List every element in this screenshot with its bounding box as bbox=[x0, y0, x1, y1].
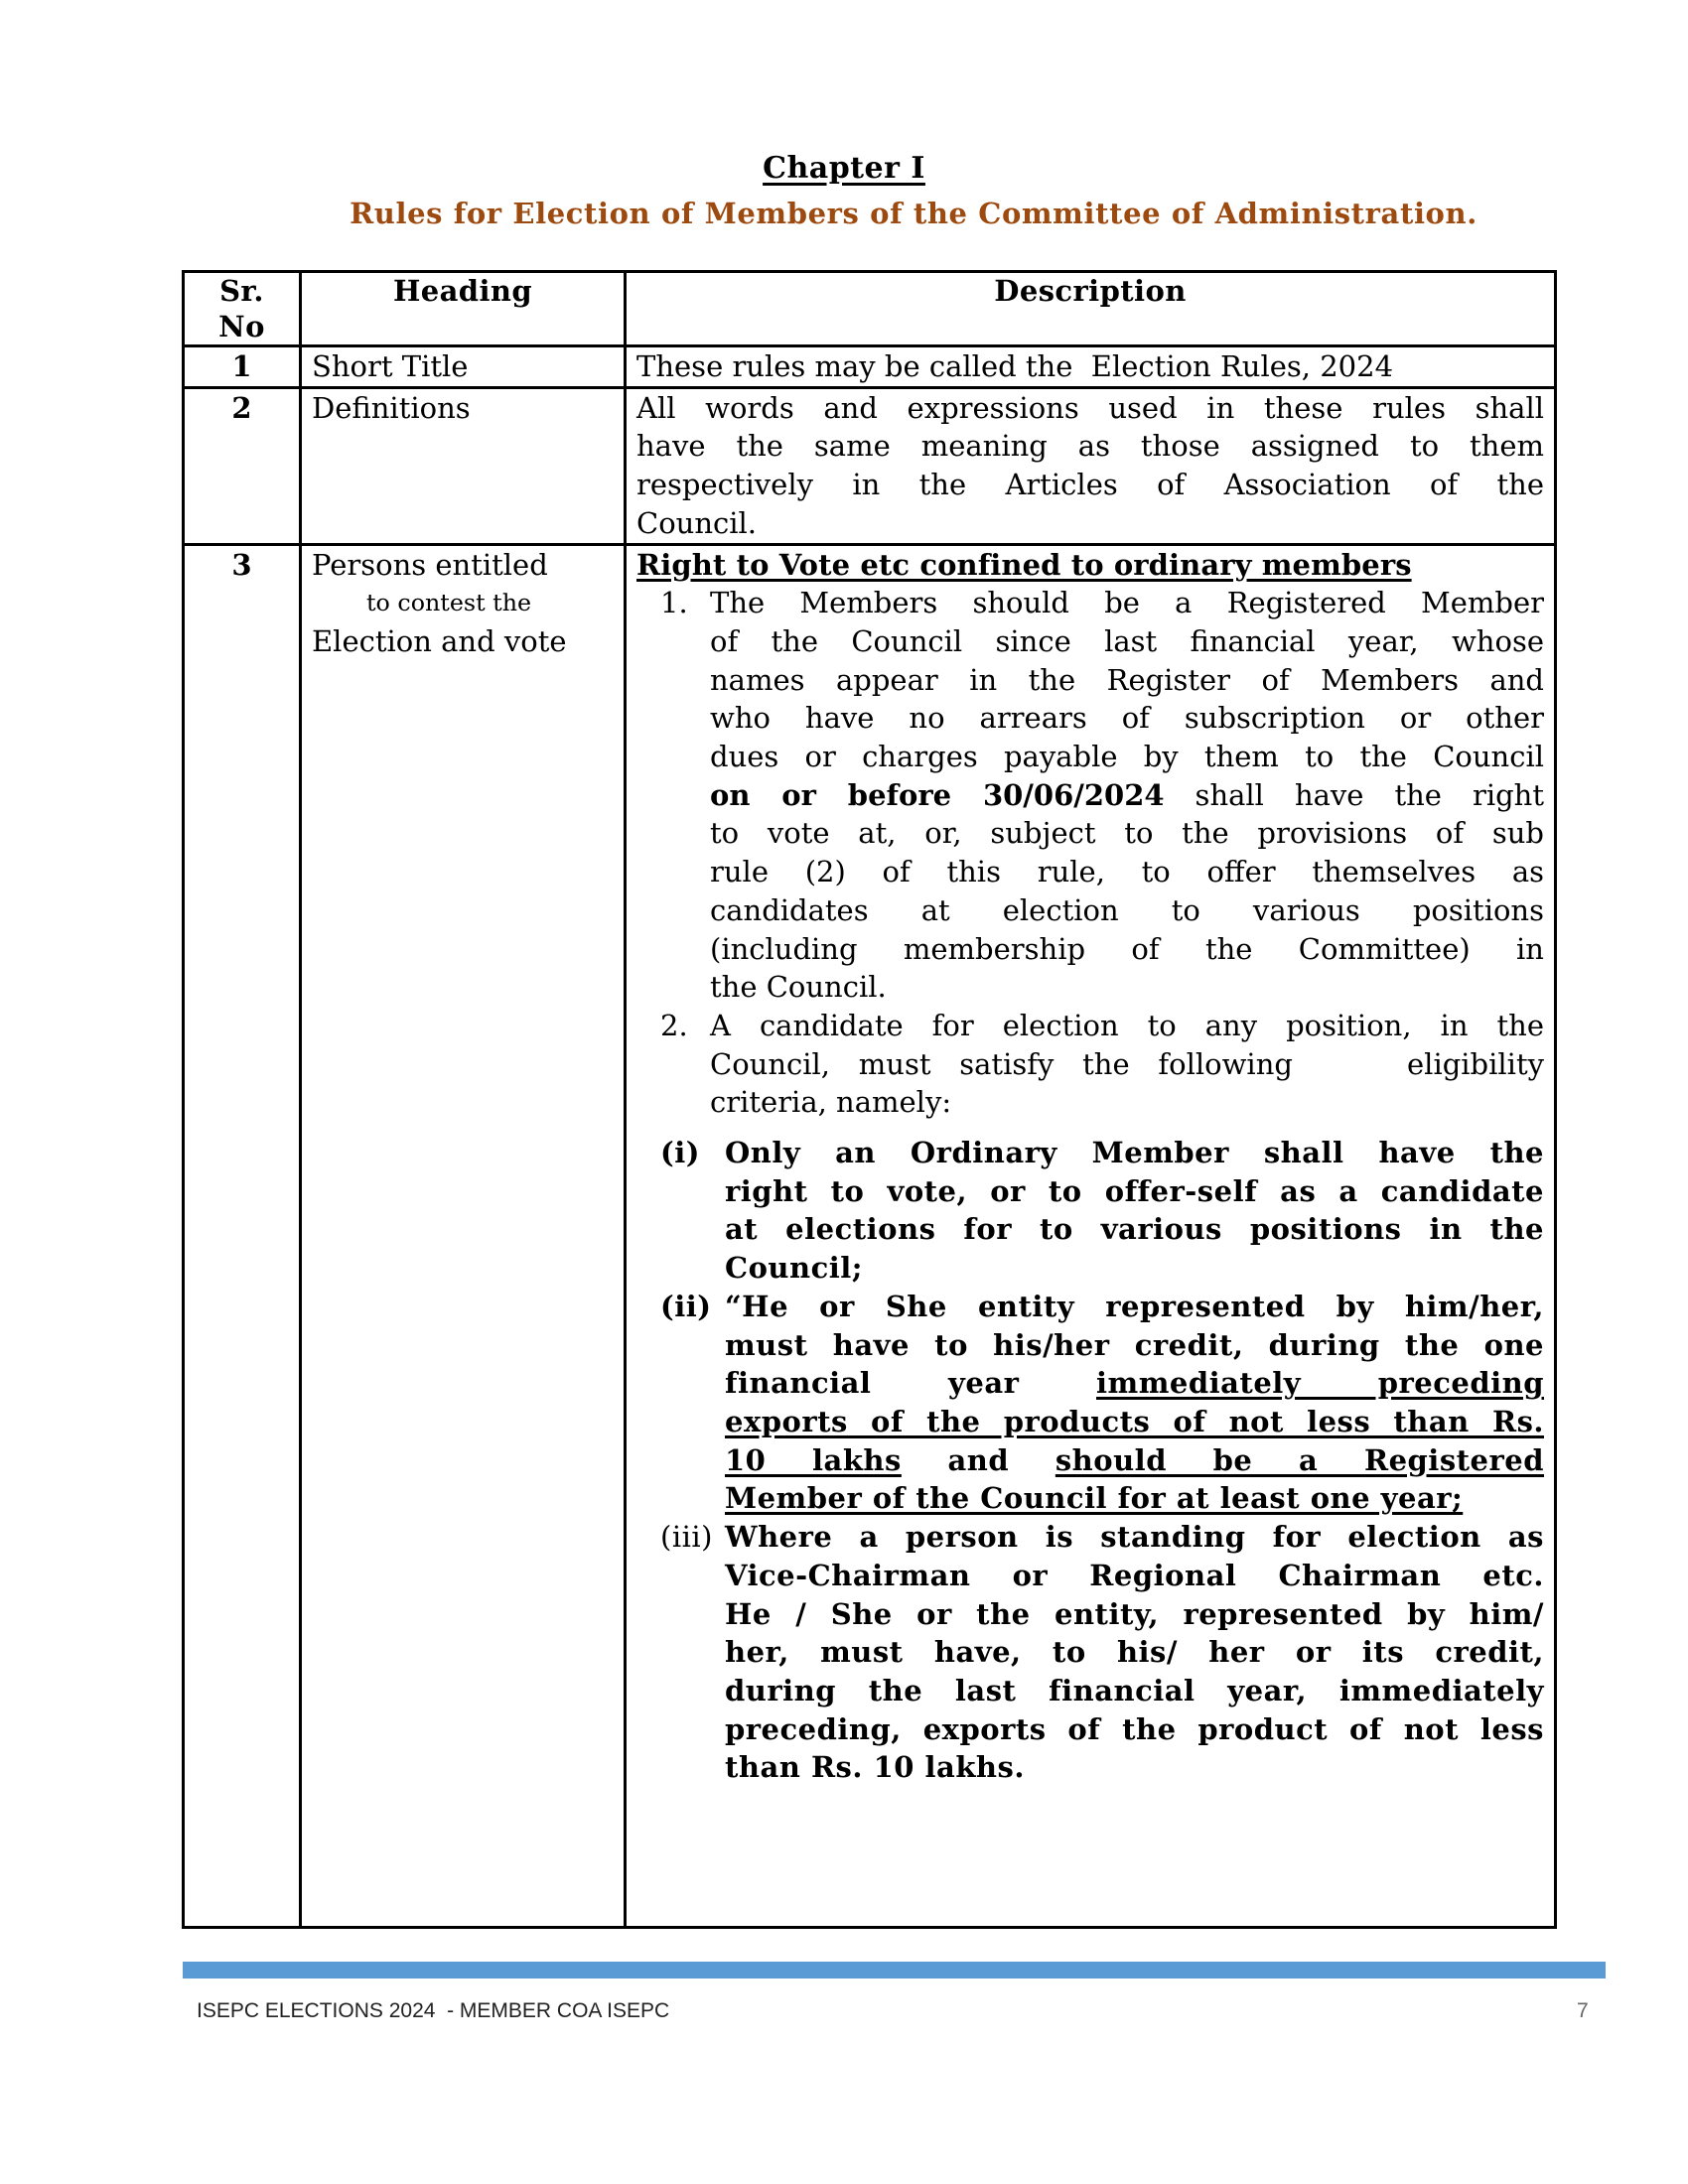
item-line: The Members should be a Registered Member bbox=[710, 586, 1544, 620]
deadline-date: on or before 30/06/2024 bbox=[710, 777, 1165, 812]
row-heading: Short Title bbox=[301, 346, 626, 388]
criteria-line: Vice-Chairman or Regional Chairman etc. bbox=[725, 1558, 1544, 1592]
item-line-tail: shall have the right bbox=[1164, 777, 1544, 812]
rules-table bbox=[182, 270, 1557, 1929]
table-row bbox=[184, 346, 1556, 388]
criteria-text: and bbox=[947, 1442, 1010, 1477]
criteria-label: (iii) bbox=[660, 1520, 713, 1555]
item-line: candidates at election to various positions bbox=[710, 892, 1544, 927]
table-row bbox=[184, 544, 1556, 1927]
criteria-line: preceding, exports of the product of not less bbox=[725, 1711, 1544, 1746]
criteria-item bbox=[636, 1518, 1544, 1787]
description-line: These rules may be called the Election Rules, 2024 bbox=[636, 349, 1394, 383]
row-sr-no: 1 bbox=[184, 346, 301, 388]
criteria-line: right to vote, or to offer-self as a candidate bbox=[725, 1173, 1544, 1208]
column-header-description: Description bbox=[626, 272, 1556, 346]
criteria-line: “He or She entity represented by him/her, bbox=[725, 1289, 1544, 1323]
item-line: to vote at, or, subject to the provisions of sub bbox=[710, 816, 1544, 851]
item-line: names appear in the Register of Members and bbox=[710, 662, 1544, 697]
criteria-line: at elections for to various positions in the bbox=[725, 1212, 1544, 1247]
footer-text: ISEPC ELECTIONS 2024 - MEMBER COA ISEPC bbox=[197, 1999, 670, 2022]
row-heading bbox=[301, 544, 626, 1927]
page-number: 7 bbox=[1577, 1999, 1589, 2022]
footer-bar bbox=[183, 1962, 1606, 1979]
item-line: the Council. bbox=[710, 970, 887, 1005]
criteria-underlined-text: immediately preceding bbox=[1096, 1366, 1544, 1401]
row-heading: Definitions bbox=[301, 387, 626, 544]
description-line: Council. bbox=[636, 505, 758, 540]
criteria-underlined-text: should be a Registered bbox=[1055, 1442, 1545, 1477]
item-line: dues or charges payable by them to the Council bbox=[710, 740, 1544, 774]
item-line: criteria, namely: bbox=[710, 1085, 952, 1120]
item-line: (including membership of the Committee) in bbox=[710, 931, 1544, 966]
criteria-line bbox=[725, 1364, 1544, 1403]
row-sr-no: 3 bbox=[184, 544, 301, 1927]
criteria-line: than Rs. 10 lakhs. bbox=[725, 1750, 1025, 1785]
criteria-underlined-text: exports of the products of not less than Rs. bbox=[725, 1404, 1544, 1438]
item-line bbox=[710, 776, 1544, 815]
item-line: A candidate for election to any position, in the bbox=[710, 1008, 1544, 1042]
criteria-line: He / She or the entity, represented by him/ bbox=[725, 1596, 1544, 1631]
heading-line: Election and vote bbox=[312, 623, 567, 658]
item-line: of the Council since last financial year, whose bbox=[710, 623, 1544, 658]
criteria-line: Where a person is standing for election as bbox=[725, 1520, 1544, 1555]
criteria-underlined-text: Member of the Council for at least one year; bbox=[725, 1481, 1464, 1516]
criteria-underlined-text: 10 lakhs bbox=[725, 1442, 902, 1477]
item-line: who have no arrears of subscription or other bbox=[710, 701, 1544, 736]
criteria-line: Only an Ordinary Member shall have the bbox=[725, 1136, 1544, 1170]
criteria-item bbox=[636, 1134, 1544, 1288]
chapter-label: Chapter I bbox=[763, 151, 925, 186]
criteria-text: financial bbox=[725, 1366, 872, 1401]
criteria-line bbox=[725, 1441, 1544, 1480]
list-item bbox=[636, 584, 1544, 1007]
row-description bbox=[626, 387, 1556, 544]
item-line: rule (2) of this rule, to offer themselves as bbox=[710, 855, 1544, 889]
table-header-row bbox=[184, 272, 1556, 346]
criteria-label: (i) bbox=[660, 1136, 700, 1170]
column-header-sr-no: Sr. No bbox=[184, 272, 301, 346]
column-header-heading: Heading bbox=[301, 272, 626, 346]
rule-heading: Right to Vote etc confined to ordinary members bbox=[636, 547, 1412, 582]
criteria-label: (ii) bbox=[660, 1289, 712, 1323]
description-line: All words and expressions used in these rules shall bbox=[636, 390, 1544, 425]
list-item bbox=[636, 1007, 1544, 1122]
heading-line: Persons entitled bbox=[312, 547, 548, 582]
row-description bbox=[626, 346, 1556, 388]
list-number: 1. bbox=[660, 586, 688, 620]
row-sr-no: 2 bbox=[184, 387, 301, 544]
description-line: respectively in the Articles of Association of the bbox=[636, 468, 1544, 502]
criteria-line: must have to his/her credit, during the one bbox=[725, 1327, 1544, 1362]
list-number: 2. bbox=[660, 1008, 688, 1042]
criteria-line: during the last financial year, immediately bbox=[725, 1673, 1544, 1707]
criteria-text: year bbox=[948, 1366, 1020, 1401]
chapter-title bbox=[0, 151, 1688, 186]
item-line: Council, must satisfy the following eligibility bbox=[710, 1046, 1544, 1081]
heading-line: to contest the bbox=[366, 589, 532, 617]
description-line: have the same meaning as those assigned to them bbox=[636, 429, 1544, 464]
criteria-item bbox=[636, 1288, 1544, 1518]
criteria-line bbox=[725, 1403, 1544, 1441]
table-row bbox=[184, 387, 1556, 544]
criteria-line: Council; bbox=[725, 1251, 863, 1286]
criteria-line: her, must have, to his/ her or its credit, bbox=[725, 1635, 1544, 1670]
row-description bbox=[626, 544, 1556, 1927]
chapter-subtitle: Rules for Election of Members of the Committee of Administration. bbox=[350, 197, 1477, 230]
criteria-line bbox=[725, 1479, 1544, 1518]
